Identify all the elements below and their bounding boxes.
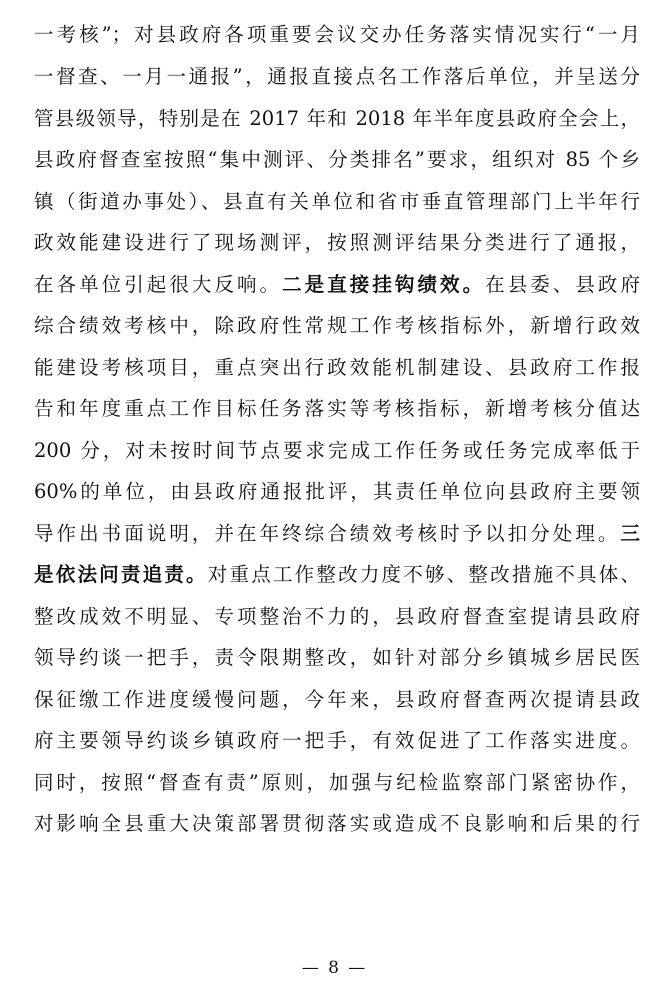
text-line-content (34, 513, 640, 555)
text-line (34, 98, 640, 140)
text-line (34, 803, 640, 845)
text-line-content (34, 139, 640, 181)
text-line (34, 181, 640, 223)
body-text-segment: 保征缴工作进度缓慢问题，今年来，县政府督查两次提请县政 (34, 687, 640, 711)
text-line-content (34, 803, 640, 845)
text-line-content (34, 305, 640, 347)
body-text-segment: 县政府督查室按照“集中测评、分类排名”要求，组织对 85 个乡 (34, 148, 640, 171)
body-text-segment: 府主要领导约谈乡镇政府一把手，有效促进了工作落实进度。 (34, 729, 640, 752)
body-text-segment: 在县委、县政府 (485, 272, 640, 296)
body-text-segment: 200 分，对未按时间节点要求完成工作任务或任务完成率低于 (34, 438, 640, 462)
body-text-segment: 同时，按照“督查有责”原则，加强与纪检监察部门紧密协作， (34, 770, 640, 794)
text-line-content (34, 222, 640, 264)
text-line (34, 388, 640, 430)
text-line (34, 637, 640, 679)
text-line-content (34, 98, 640, 140)
text-line-content (34, 14, 640, 56)
body-text-segment: 综合绩效考核中，除政府性常规工作考核指标外，新增行政效 (34, 314, 640, 337)
bold-heading-text: 二是直接挂钩绩效。 (282, 272, 486, 296)
body-text-segment: 领导约谈一把手，责令限期整改，如针对部分乡镇城乡居民医 (34, 646, 640, 669)
text-line (34, 430, 640, 472)
text-line (34, 347, 640, 389)
text-line-content (34, 471, 640, 513)
body-text-segment: 60%的单位，由县政府通报批评，其责任单位向县政府主要领 (34, 480, 640, 503)
text-line (34, 264, 640, 306)
text-line-content (34, 347, 640, 389)
text-line-content (34, 679, 640, 721)
text-line-content (34, 388, 640, 430)
text-line (34, 554, 640, 596)
text-line (34, 222, 640, 264)
text-line-content (34, 264, 640, 306)
text-line-content (34, 181, 640, 223)
body-text-segment: 一督查、一月一通报”，通报直接点名工作落后单位，并呈送分 (34, 65, 640, 88)
text-line (34, 596, 640, 638)
page-number: — 8 — (301, 958, 368, 978)
bold-heading-text: 是依法问责追责。 (34, 563, 208, 586)
text-line-content (34, 430, 640, 472)
body-text-segment: 镇（街道办事处）、县直有关单位和省市垂直管理部门上半年行 (34, 189, 640, 213)
body-text-segment: 政效能建设进行了现场测评，按照测评结果分类进行了通报， (34, 231, 640, 254)
text-line-content (34, 720, 640, 762)
text-line (34, 139, 640, 181)
text-line (34, 679, 640, 721)
text-line-content (34, 762, 640, 804)
bold-heading-text: 三 (620, 521, 640, 545)
text-line (34, 56, 640, 98)
text-line (34, 471, 640, 513)
text-line-content (34, 637, 640, 679)
body-text-segment: 整改成效不明显、专项整治不力的，县政府督查室提请县政府 (34, 604, 640, 628)
text-line-content (34, 56, 640, 98)
body-text-segment: 一考核”；对县政府各项重要会议交办任务落实情况实行“一月 (34, 23, 640, 46)
text-line (34, 305, 640, 347)
text-line (34, 762, 640, 804)
text-line (34, 14, 640, 56)
body-text-segment: 对重点工作整改力度不够、整改措施不具体、 (207, 563, 640, 586)
body-text-segment: 在各单位引起很大反响。 (34, 272, 283, 296)
text-line-content (34, 596, 640, 638)
text-line (34, 513, 640, 555)
body-text-segment: 导作出书面说明，并在年终综合绩效考核时予以扣分处理。 (34, 521, 621, 545)
text-line (34, 720, 640, 762)
text-line-content (34, 554, 640, 596)
body-text-segment: 对影响全县重大决策部署贯彻落实或造成不良影响和后果的行 (34, 812, 640, 835)
body-text-segment: 管县级领导，特别是在 2017 年和 2018 年半年度县政府全会上， (34, 106, 640, 130)
body-text-segment: 告和年度重点工作目标任务落实等考核指标，新增考核分值达 (34, 397, 640, 420)
body-text-segment: 能建设考核项目，重点突出行政效能机制建设、县政府工作报 (34, 355, 640, 379)
